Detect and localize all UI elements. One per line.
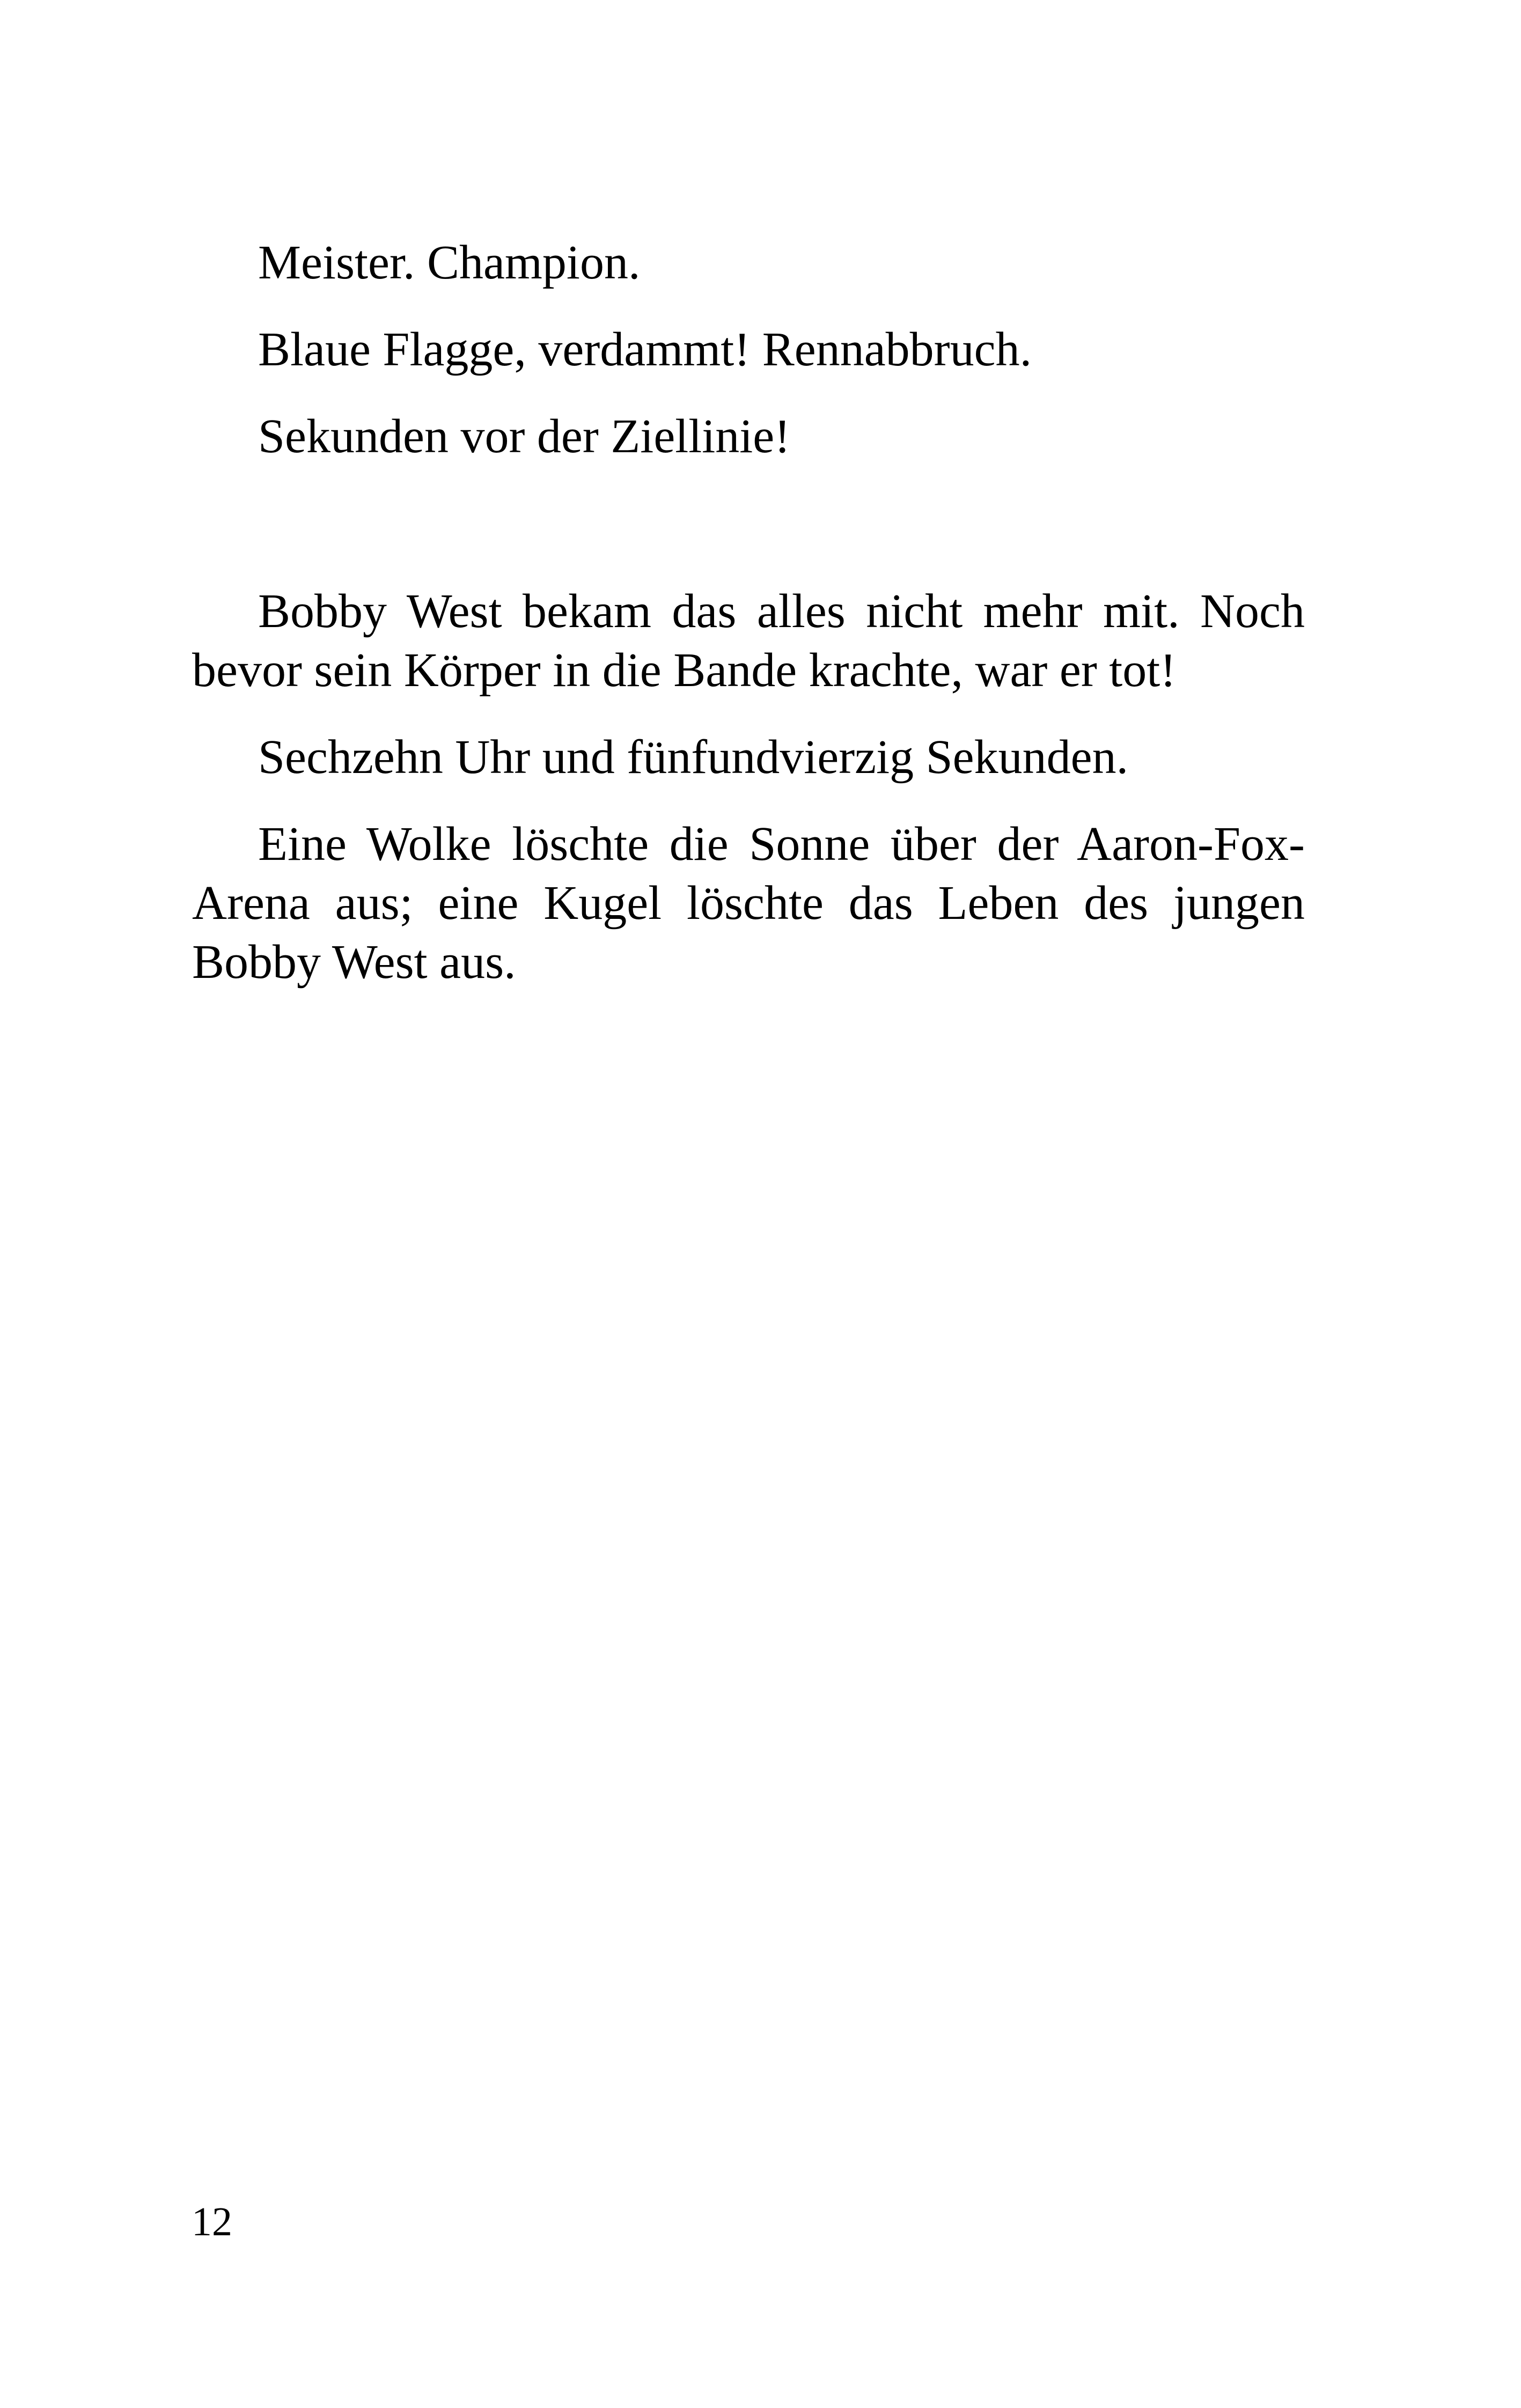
scene-break-gap [192,494,1305,582]
text-line: Eine Wolke löschte die Sonne über der Aaron-Fox- [258,818,1305,871]
text-line: Blaue Flagge, verdammt! Rennabbruch. [258,323,1032,376]
paragraph [192,407,1305,466]
page-number: 12 [192,2199,232,2244]
text-line: Bobby West bekam das alles nicht mehr mit. Noch [258,585,1305,638]
paragraph [192,815,1305,992]
paragraph [192,320,1305,379]
paragraph [192,582,1305,700]
paragraph [192,233,1305,292]
text-line: Sekunden vor der Ziellinie! [258,410,791,463]
text-line: Bobby West aus. [192,936,516,989]
text-line: Sechzehn Uhr und fünfundvierzig Sekunden. [258,731,1129,784]
text-line: Arena aus; eine Kugel löschte das Leben des jungen [192,877,1305,930]
text-line: bevor sein Körper in die Bande krachte, war er tot! [192,644,1177,697]
paragraph [192,728,1305,787]
body-text [192,233,1305,1020]
text-line: Meister. Champion. [258,236,641,289]
